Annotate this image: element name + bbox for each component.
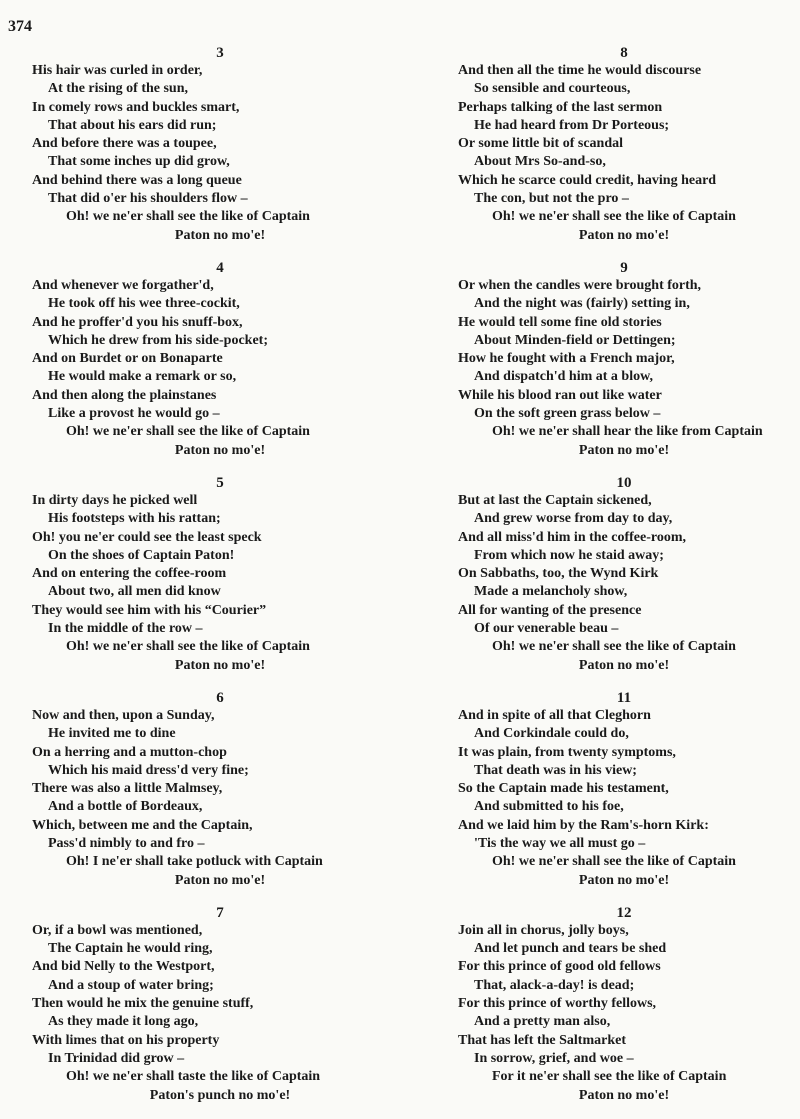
- stanza: [32, 259, 408, 460]
- verse-line: And behind there was a long queue: [32, 172, 242, 188]
- verse-line: He would make a remark or so,: [48, 369, 237, 385]
- stanza-number: 7: [216, 904, 224, 921]
- stanza: [458, 904, 790, 1105]
- verse-line: Oh! we ne'er shall see the like of Captain: [492, 209, 736, 225]
- verse-line: Oh! we ne'er shall taste the like of Captain: [66, 1069, 321, 1085]
- verse-line: Paton no mo'e!: [578, 657, 670, 673]
- verse-line: For this prince of good old fellows: [458, 959, 661, 975]
- verse-line: For this prince of worthy fellows,: [458, 996, 657, 1012]
- verse-line: The Captain he would ring,: [48, 941, 213, 957]
- verse-line: The con, but not the pro –: [474, 191, 629, 207]
- verse-line: For it ne'er shall see the like of Captain: [492, 1069, 727, 1085]
- verse-line: And a stoup of water bring;: [48, 977, 214, 993]
- verse-line: And in spite of all that Cleghorn: [458, 707, 651, 723]
- verse-line: Then would he mix the genuine stuff,: [32, 996, 254, 1012]
- verse-line: Oh! we ne'er shall see the like of Captain: [492, 854, 736, 870]
- stanza-number: 5: [216, 474, 224, 491]
- verse-line: And grew worse from day to day,: [474, 511, 673, 527]
- stanza-number: 11: [616, 689, 632, 706]
- verse-line: Oh! we ne'er shall see the like of Captain: [492, 639, 736, 655]
- verse-line: Oh! I ne'er shall take potluck with Captain: [66, 854, 323, 870]
- stanza-number: 8: [620, 45, 628, 61]
- verse-line: His footsteps with his rattan;: [48, 511, 221, 527]
- verse-line: That death was in his view;: [474, 762, 637, 778]
- stanza: [458, 44, 790, 245]
- verse-line: Which his maid dress'd very fine;: [48, 762, 249, 778]
- stanza: [32, 904, 408, 1105]
- stanza: [458, 259, 790, 460]
- verse-line: And we laid him by the Ram's-horn Kirk:: [458, 817, 709, 833]
- page-number: 374: [8, 18, 32, 35]
- verse-line: And then along the plainstanes: [32, 387, 217, 403]
- verse-line: In Trinidad did grow –: [48, 1050, 185, 1066]
- verse-line: Paton no mo'e!: [578, 227, 670, 243]
- verse-line: They would see him with his “Courier”: [32, 602, 267, 618]
- verse-line: Now and then, upon a Sunday,: [32, 707, 215, 723]
- stanza: [458, 689, 790, 890]
- verse-line: Join all in chorus, jolly boys,: [458, 922, 629, 938]
- verse-line: Paton no mo'e!: [578, 442, 670, 458]
- verse-line: 'Tis the way we all must go –: [474, 835, 646, 851]
- right-column: [458, 44, 790, 1119]
- verse-line: Paton no mo'e!: [174, 227, 266, 243]
- stanza-number: 12: [616, 904, 632, 921]
- verse-line: On the shoes of Captain Paton!: [48, 547, 235, 563]
- verse-line: From which now he staid away;: [474, 547, 664, 563]
- verse-line: That did o'er his shoulders flow –: [48, 191, 248, 207]
- verse-line: In dirty days he picked well: [32, 492, 198, 508]
- verse-line: On the soft green grass below –: [474, 406, 661, 422]
- verse-line: Paton's punch no mo'e!: [149, 1087, 291, 1103]
- verse-line: About Minden-field or Dettingen;: [474, 332, 676, 348]
- verse-line: Paton no mo'e!: [174, 657, 266, 673]
- verse-line: While his blood ran out like water: [458, 387, 662, 403]
- verse-line: In sorrow, grief, and woe –: [474, 1050, 634, 1066]
- verse-line: And Corkindale could do,: [474, 726, 629, 742]
- verse-line: Perhaps talking of the last sermon: [458, 99, 663, 115]
- verse-line: And submitted to his foe,: [474, 799, 624, 815]
- verse-line: Oh! we ne'er shall see the like of Captain: [66, 639, 310, 655]
- verse-line: And bid Nelly to the Westport,: [32, 959, 215, 975]
- verse-line: And on entering the coffee-room: [32, 566, 227, 582]
- verse-line: And on Burdet or on Bonaparte: [32, 351, 223, 367]
- stanza-number: 6: [216, 689, 224, 706]
- verse-line: Or some little bit of scandal: [458, 136, 624, 152]
- verse-line: That about his ears did run;: [48, 117, 217, 133]
- verse-line: And before there was a toupee,: [32, 136, 217, 152]
- verse-line: At the rising of the sun,: [48, 81, 189, 97]
- verse-line: Like a provost he would go –: [48, 406, 220, 422]
- verse-line: That some inches up did grow,: [48, 154, 230, 170]
- verse-line: He would tell some fine old stories: [458, 314, 662, 330]
- verse-line: And a pretty man also,: [474, 1014, 611, 1030]
- verse-line: So sensible and courteous,: [474, 81, 631, 97]
- verse-line: Or, if a bowl was mentioned,: [32, 922, 203, 938]
- stanza: [32, 474, 408, 675]
- verse-line: But at last the Captain sickened,: [458, 492, 652, 508]
- verse-line: So the Captain made his testament,: [458, 781, 669, 797]
- stanza-number: 9: [620, 259, 628, 276]
- verse-line: Oh! we ne'er shall hear the like from Captain: [492, 424, 763, 440]
- verse-line: Which he drew from his side-pocket;: [48, 332, 268, 348]
- verse-line: As they made it long ago,: [48, 1014, 199, 1030]
- verse-line: Or when the candles were brought forth,: [458, 277, 702, 293]
- verse-line: About two, all men did know: [48, 584, 221, 600]
- verse-line: He took off his wee three-cockit,: [48, 296, 240, 312]
- verse-line: And a bottle of Bordeaux,: [48, 799, 203, 815]
- verse-line: He invited me to dine: [48, 726, 176, 742]
- verse-line: He had heard from Dr Porteous;: [474, 117, 670, 133]
- verse-line: In the middle of the row –: [48, 621, 203, 637]
- verse-line: On a herring and a mutton-chop: [32, 744, 227, 760]
- verse-line: And let punch and tears be shed: [474, 941, 667, 957]
- verse-line: Made a melancholy show,: [474, 584, 628, 600]
- stanza: [458, 474, 790, 675]
- verse-line: And he proffer'd you his snuff-box,: [32, 314, 243, 330]
- verse-line: There was also a little Malmsey,: [32, 781, 223, 797]
- verse-line: And dispatch'd him at a blow,: [474, 369, 653, 385]
- verse-line: Oh! we ne'er shall see the like of Captain: [66, 209, 310, 225]
- verse-line: Oh! we ne'er shall see the like of Captain: [66, 424, 310, 440]
- verse-line: Paton no mo'e!: [578, 872, 670, 888]
- verse-line: It was plain, from twenty symptoms,: [458, 744, 676, 760]
- verse-line: And all miss'd him in the coffee-room,: [458, 529, 687, 545]
- verse-line: All for wanting of the presence: [458, 602, 642, 618]
- verse-line: And whenever we forgather'd,: [32, 277, 214, 293]
- stanza-number: 3: [216, 45, 224, 61]
- verse-line: On Sabbaths, too, the Wynd Kirk: [458, 566, 659, 582]
- verse-line: Which he scarce could credit, having heard: [458, 172, 717, 188]
- stanza: [32, 44, 408, 245]
- verse-line: And then all the time he would discourse: [458, 63, 702, 78]
- verse-line: In comely rows and buckles smart,: [32, 99, 240, 115]
- verse-line: Pass'd nimbly to and fro –: [48, 835, 205, 851]
- verse-line: That, alack-a-day! is dead;: [474, 977, 635, 993]
- left-column: [32, 44, 408, 1119]
- verse-line: Which, between me and the Captain,: [32, 817, 253, 833]
- verse-line: Paton no mo'e!: [174, 872, 266, 888]
- stanza-number: 4: [216, 259, 224, 276]
- verse-line: Oh! you ne'er could see the least speck: [32, 529, 262, 545]
- stanza-number: 10: [616, 474, 632, 491]
- verse-line: How he fought with a French major,: [458, 351, 675, 367]
- verse-line: Paton no mo'e!: [578, 1087, 670, 1103]
- verse-line: That has left the Saltmarket: [458, 1032, 626, 1048]
- verse-line: About Mrs So-and-so,: [474, 154, 606, 170]
- verse-line: With limes that on his property: [32, 1032, 220, 1048]
- stanza: [32, 689, 408, 890]
- verse-line: Paton no mo'e!: [174, 442, 266, 458]
- verse-line: His hair was curled in order,: [32, 63, 203, 78]
- verse-line: Of our venerable beau –: [474, 621, 619, 637]
- verse-line: And the night was (fairly) setting in,: [474, 296, 690, 312]
